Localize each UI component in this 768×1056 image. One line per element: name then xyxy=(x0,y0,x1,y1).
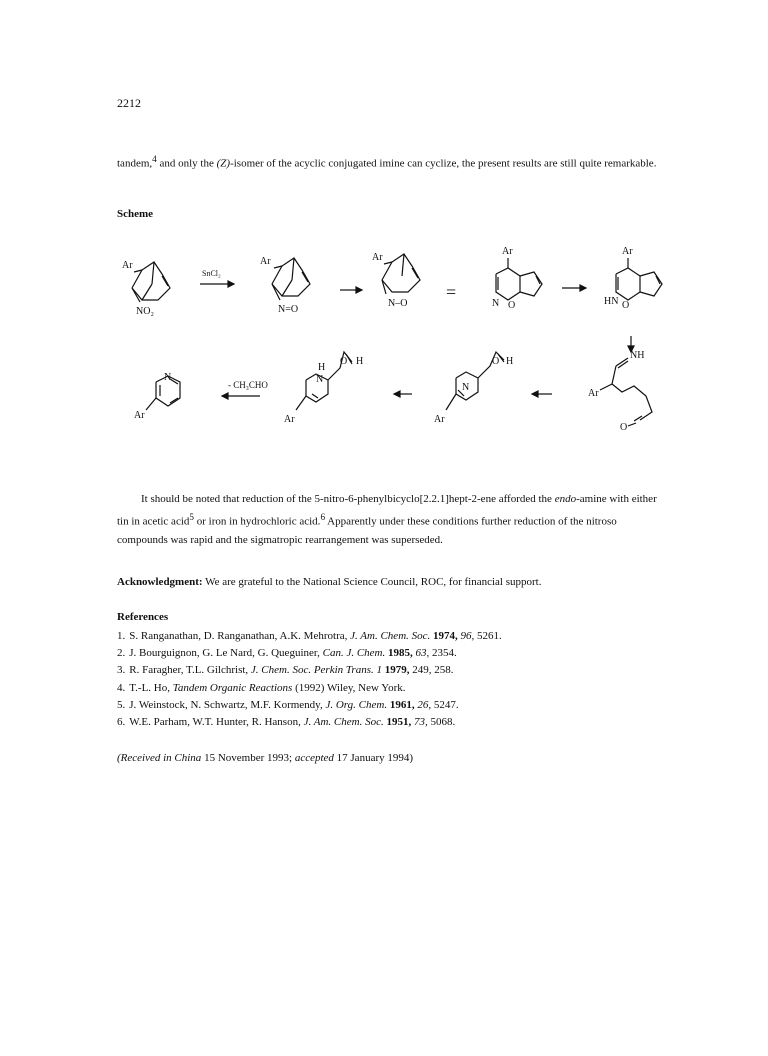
label-n-4: N xyxy=(492,298,500,309)
compound-nitro-bicycle xyxy=(132,262,170,302)
label-equals: = xyxy=(446,282,457,302)
references-heading: References xyxy=(117,611,169,623)
compound-oxazine-bicycle xyxy=(382,254,420,294)
label-n-o-double: N=O xyxy=(278,304,299,315)
compound-dihydrooxazine xyxy=(496,258,542,300)
label-o-8: O xyxy=(340,356,348,367)
label-h-8: H xyxy=(356,356,364,367)
label-o-6: O xyxy=(620,422,628,433)
reference-item: 6. W.E. Parham, W.T. Hunter, R. Hanson, J. Am. Chem. Soc. 1951, 73, 5068. xyxy=(117,716,456,729)
label-ar-2: Ar xyxy=(260,256,271,267)
label-ar-6: Ar xyxy=(588,388,599,399)
label-o-5: O xyxy=(622,300,630,311)
label-h-n-8: H xyxy=(318,362,326,373)
label-ar-4: Ar xyxy=(502,246,513,257)
references-list xyxy=(117,628,677,731)
compound-pyridine xyxy=(146,376,180,410)
label-nh-6: NH xyxy=(630,350,645,361)
acknowledgment: Acknowledgment: We are grateful to the National Science Council, ROC, for financial support. xyxy=(117,576,542,588)
label-ar-1: Ar xyxy=(122,260,133,271)
label-n-7: N xyxy=(462,382,470,393)
reaction-scheme xyxy=(100,240,700,440)
label-o-7: O xyxy=(492,356,500,367)
compound-nitroso-bicycle xyxy=(272,258,310,300)
reference-item: 5. J. Weinstock, N. Schwartz, M.F. Kormendy, J. Org. Chem. 1961, 26, 5247. xyxy=(117,698,459,711)
paragraph-note: It should be noted that reduction of the 5-nitro-6-phenylbicyclo[2.2.1]hept-2-ene afforded the endo-amine with either tin in acetic acid$^5$ or iron in hydrochloric acid.$^6$ Apparently under these conditions further reduction of the nitroso compounds was rapid and the sigmatropic rearrangement was superseded. xyxy=(117,493,657,546)
received-line: (Received in China 15 November 1993; accepted 17 January 1994) xyxy=(117,752,414,764)
label-n-9: N xyxy=(164,372,172,383)
page-number: 2212 xyxy=(117,96,141,110)
compound-hydroxylamine-cycle xyxy=(616,258,662,300)
label-ar-5: Ar xyxy=(622,246,633,257)
paragraph-intro: tandem,$^4$ and only the (Z)-isomer of the acyclic conjugated imine can cyclize, the present results are still quite remarkable. xyxy=(117,154,657,170)
scheme-heading: Scheme xyxy=(117,208,154,220)
label-elimination: - CH₃CHO xyxy=(228,380,268,390)
label-n-8: N xyxy=(316,374,324,385)
reference-item: 2. J. Bourguignon, G. Le Nard, G. Queguiner, Can. J. Chem. 1985, 63, 2354. xyxy=(117,647,457,660)
label-ar-7: Ar xyxy=(434,414,445,425)
reference-item: 1. S. Ranganathan, D. Ranganathan, A.K. Mehrotra, J. Am. Chem. Soc. 1974, 96, 5261. xyxy=(117,630,502,642)
label-ar-3: Ar xyxy=(372,252,383,263)
label-no2: NO₂ xyxy=(136,306,154,317)
compound-open-chain-imine xyxy=(600,358,652,426)
label-reagent-sncl2: SnCl₂ xyxy=(202,269,221,278)
label-hn-5: HN xyxy=(604,296,619,307)
reference-item: 4. T.-L. Ho, Tandem Organic Reactions (1992) Wiley, New York. xyxy=(117,681,406,694)
label-ar-8: Ar xyxy=(284,414,295,425)
label-ar-9: Ar xyxy=(134,410,145,421)
label-o-4: O xyxy=(508,300,516,311)
label-h-7: H xyxy=(506,356,514,367)
reference-item: 3. R. Faragher, T.L. Gilchrist, J. Chem. Soc. Perkin Trans. 1 1979, 249, 258. xyxy=(117,664,454,677)
label-n-o-bond: N–O xyxy=(388,298,408,309)
